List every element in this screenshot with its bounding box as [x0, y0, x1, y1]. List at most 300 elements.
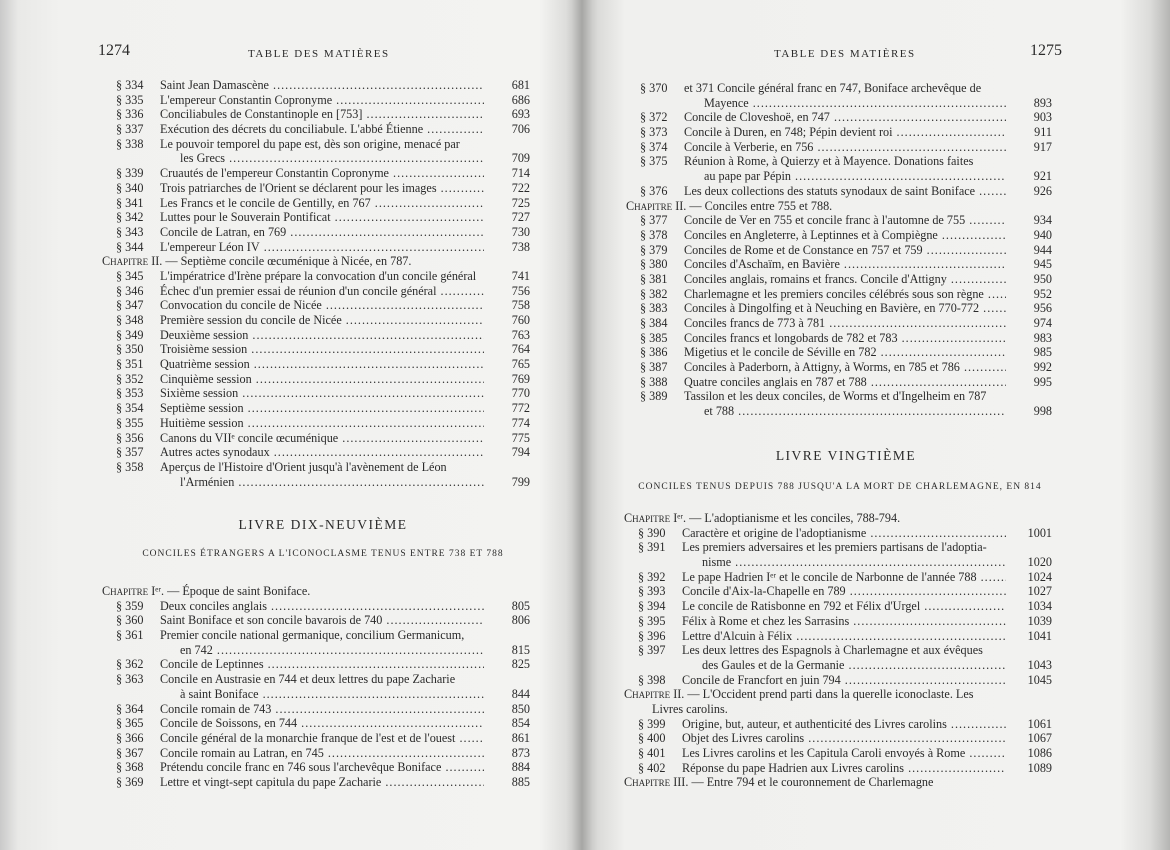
chapter-title: Chapitre II. — Conciles entre 755 et 788. — [626, 198, 833, 213]
section-number: § 378 — [640, 227, 668, 242]
section-number: § 358 — [116, 459, 144, 474]
entry-title: Concile de Leptinnes ..... — [160, 657, 484, 672]
entry-title: Conciles en Angleterre, à Leptinnes et à Compiègne ..... — [684, 228, 1006, 243]
entry-title: Saint Jean Damascène ..... — [160, 78, 484, 93]
toc-entry — [116, 672, 530, 687]
page-reference: 992 — [1033, 360, 1052, 375]
page-reference: 1001 — [1027, 525, 1052, 540]
chapter-title: Livres carolins. — [652, 701, 728, 716]
section-number: § 366 — [116, 730, 144, 745]
section-number: § 342 — [116, 210, 144, 225]
toc-entry — [116, 416, 530, 431]
section-number: § 351 — [116, 357, 144, 372]
entry-title: Conciles à Paderborn, à Attigny, à Worms, en 785 et 786 ..... — [684, 360, 1006, 375]
section-number: § 391 — [638, 540, 666, 555]
page-reference: 775 — [511, 430, 530, 445]
toc-entry — [116, 386, 530, 401]
entry-title: Les deux lettres des Espagnols à Charlemagne et aux évêques — [682, 643, 983, 658]
page-reference: 1020 — [1027, 555, 1052, 570]
section-number: § 390 — [638, 525, 666, 540]
entry-title: Saint Boniface et son concile bavarois de 740 ..... — [160, 613, 484, 628]
page-reference: 945 — [1033, 257, 1052, 272]
entry-title: Échec d'un premier essai de réunion d'un concile général ..... — [160, 284, 484, 299]
entry-title: Exécution des décrets du conciliabule. L'abbé Étienne ..... — [160, 122, 484, 137]
toc-entry — [640, 389, 1052, 404]
page-reference: 693 — [511, 107, 530, 122]
toc-entry — [640, 213, 1052, 228]
page-reference: 952 — [1033, 286, 1052, 301]
section-number: § 334 — [116, 78, 144, 92]
entry-title: Premier concile national germanique, concilium Germanicum, — [160, 628, 465, 643]
entry-title: Première session du concile de Nicée ..... — [160, 313, 484, 328]
toc-entry — [640, 272, 1052, 287]
entry-title: Conciles à Dingolfing et à Neuching en Bavière, en 770-772 ..... — [684, 301, 1006, 316]
toc-entry — [640, 404, 1052, 419]
section-number: § 349 — [116, 327, 144, 342]
entry-title: Canons du VIIᵉ concile œcuménique ..... — [160, 431, 484, 446]
entry-title: Le pouvoir temporel du pape est, dès son origine, menacé par — [160, 136, 460, 151]
toc-entry — [116, 775, 530, 790]
chapter-heading — [102, 254, 530, 269]
toc-entry — [116, 431, 530, 446]
entry-title: Conciles francs et longobards de 782 et 783 ..... — [684, 331, 1006, 346]
livre-subtitle: CONCILES ÉTRANGERS A L'ICONOCLASME TENUS ENTRE 738 ET 788 — [142, 549, 504, 559]
toc-entry — [638, 643, 1052, 658]
entry-title: au pape par Pépin ..... — [704, 169, 1006, 184]
toc-entry — [116, 357, 530, 372]
toc-entry — [116, 342, 530, 357]
page-reference: 998 — [1033, 404, 1052, 419]
toc-entry — [116, 181, 530, 196]
page-reference: 805 — [511, 598, 530, 613]
toc-entry — [640, 140, 1052, 155]
entry-title: et 788 ..... — [704, 404, 1006, 419]
toc-entry — [638, 731, 1052, 746]
livre-title: LIVRE VINGTIÈME — [775, 448, 917, 463]
entry-title: Luttes pour le Souverain Pontificat ..... — [160, 210, 484, 225]
chapter-title: Chapitre III. — Entre 794 et le couronnement de Charlemagne — [624, 775, 934, 790]
toc-entry — [638, 570, 1052, 585]
section-number: § 379 — [640, 242, 668, 257]
entry-title: Aperçus de l'Histoire d'Orient jusqu'à l'avènement de Léon — [160, 459, 447, 474]
section-number: § 383 — [640, 301, 668, 316]
toc-entry — [116, 643, 530, 658]
section-number: § 369 — [116, 774, 144, 789]
entry-title: Deuxième session ..... — [160, 328, 484, 343]
toc-entry — [638, 746, 1052, 761]
entry-title: Concile de Latran, en 769 ..... — [160, 225, 484, 240]
section-number: § 370 — [640, 81, 668, 95]
section-number: § 361 — [116, 628, 144, 643]
entry-title: l'Arménien ..... — [180, 475, 484, 490]
toc-entry — [638, 599, 1052, 614]
toc-list — [624, 511, 1052, 790]
entry-title: Réunion à Rome, à Quierzy et à Mayence. Donations faites — [684, 154, 974, 169]
entry-title: Mayence ..... — [704, 96, 1006, 111]
chapter-heading — [102, 584, 530, 599]
section-number: § 356 — [116, 430, 144, 445]
entry-title: Lettre d'Alcuin à Félix ..... — [682, 629, 1006, 644]
entry-title: Objet des Livres carolins ..... — [682, 731, 1006, 746]
section-number: § 365 — [116, 716, 144, 731]
toc-entry — [116, 78, 530, 93]
right-page — [582, 0, 1170, 850]
toc-entry — [640, 110, 1052, 125]
toc-entry — [116, 687, 530, 702]
toc-entry — [640, 257, 1052, 272]
toc-entry — [116, 599, 530, 614]
toc-entry — [116, 460, 530, 475]
section-number: § 357 — [116, 445, 144, 460]
entry-title: Huitième session ..... — [160, 416, 484, 431]
section-number: § 353 — [116, 386, 144, 401]
page-reference: 1086 — [1027, 746, 1052, 760]
toc-entry — [116, 746, 530, 761]
toc-entry — [116, 760, 530, 775]
entry-title: Conciles de Rome et de Constance en 757 et 759 ..... — [684, 243, 1006, 258]
toc-entry — [116, 225, 530, 240]
entry-title: Cruautés de l'empereur Constantin Copronyme ..... — [160, 166, 484, 181]
toc-entry — [640, 154, 1052, 169]
page-reference: 974 — [1033, 316, 1052, 330]
toc-entry — [116, 196, 530, 211]
section-number: § 402 — [638, 760, 666, 775]
section-number: § 352 — [116, 371, 144, 386]
page-reference: 844 — [511, 686, 530, 701]
entry-title: Trois patriarches de l'Orient se déclarent pour les images ..... — [160, 181, 484, 196]
page-reference: 1039 — [1027, 613, 1052, 628]
page-reference: 686 — [511, 92, 530, 107]
page-reference: 774 — [511, 415, 530, 430]
page-reference: 741 — [511, 268, 530, 283]
section-number: § 373 — [640, 125, 668, 140]
entry-title: Conciles anglais, romains et francs. Concile d'Attigny ..... — [684, 272, 1006, 287]
running-header: TABLE DES MATIÈRES — [774, 48, 916, 60]
toc-entry — [116, 731, 530, 746]
chapter-heading — [626, 198, 1052, 214]
page-reference: 1089 — [1027, 760, 1052, 775]
toc-entry — [116, 328, 530, 343]
toc-entry — [640, 301, 1052, 316]
section-number: § 367 — [116, 745, 144, 760]
section-number: § 354 — [116, 401, 144, 416]
section-number: § 386 — [640, 345, 668, 360]
entry-title: en 742 ..... — [180, 643, 484, 658]
entry-title: Conciles d'Aschaïm, en Bavière ..... — [684, 257, 1006, 272]
entry-title: nisme ..... — [702, 555, 1006, 570]
entry-title: L'impératrice d'Irène prépare la convocation d'un concile général — [160, 268, 477, 283]
page-reference: 1024 — [1027, 569, 1052, 584]
page-reference: 911 — [1034, 125, 1052, 140]
section-number: § 345 — [116, 268, 144, 283]
page-reference: 709 — [511, 151, 530, 166]
entry-title: Concile de Soissons, en 744 ..... — [160, 716, 484, 731]
toc-entry — [638, 526, 1052, 541]
chapter-title: Chapitre Iᵉʳ. — Époque de saint Boniface. — [102, 584, 311, 598]
page-reference: 769 — [511, 371, 530, 386]
page-number: 1275 — [1030, 42, 1062, 59]
section-number: § 340 — [116, 180, 144, 195]
section-number: § 387 — [640, 360, 668, 375]
toc-entry — [116, 475, 530, 490]
section-number: § 381 — [640, 271, 668, 286]
toc-list — [102, 584, 530, 790]
toc-list — [626, 81, 1052, 419]
page-reference: 921 — [1033, 169, 1052, 184]
page-reference: 1027 — [1027, 584, 1052, 599]
entry-title: Caractère et origine de l'adoptianisme ..... — [682, 526, 1006, 541]
section-number: § 362 — [116, 657, 144, 672]
page-reference: 806 — [511, 613, 530, 628]
toc-entry — [640, 360, 1052, 375]
page-reference: 1034 — [1027, 599, 1052, 614]
entry-title: Concile de Ver en 755 et concile franc à l'automne de 755 ..... — [684, 213, 1006, 228]
section-number: § 343 — [116, 224, 144, 239]
entry-title: Les Francs et le concile de Gentilly, en 767 ..... — [160, 196, 484, 211]
entry-title: Migetius et le concile de Séville en 782 ..... — [684, 345, 1006, 360]
section-number: § 377 — [640, 213, 668, 228]
toc-entry — [116, 151, 530, 166]
page-reference: 995 — [1033, 374, 1052, 389]
entry-title: Charlemagne et les premiers conciles célébrés sous son règne ..... — [684, 287, 1006, 302]
toc-entry — [640, 125, 1052, 140]
page-reference: 983 — [1033, 330, 1052, 345]
entry-title: Concile à Duren, en 748; Pépin devient roi ..... — [684, 125, 1006, 140]
entry-title: Félix à Rome et chez les Sarrasins ..... — [682, 614, 1006, 629]
toc-entry — [116, 702, 530, 717]
section-number: § 375 — [640, 154, 668, 169]
page-reference: 725 — [511, 195, 530, 210]
chapter-heading — [624, 687, 1052, 702]
toc-entry — [640, 345, 1052, 360]
entry-title: Concile de Cloveshoë, en 747 ..... — [684, 110, 1006, 125]
page-reference: 1045 — [1027, 672, 1052, 687]
section-number: § 389 — [640, 389, 668, 404]
page-reference: 794 — [511, 445, 530, 460]
entry-title: Lettre et vingt-sept capitula du pape Zacharie ..... — [160, 775, 484, 790]
left-page — [0, 0, 582, 850]
toc-entry — [116, 137, 530, 152]
section-number: § 395 — [638, 613, 666, 628]
page-reference: 944 — [1033, 242, 1052, 257]
entry-title: Autres actes synodaux ..... — [160, 445, 484, 460]
section-number: § 392 — [638, 569, 666, 584]
toc-entry — [116, 284, 530, 299]
section-number: § 339 — [116, 166, 144, 181]
page-reference: 756 — [511, 283, 530, 298]
page-reference: 850 — [511, 701, 530, 716]
page-reference: 926 — [1033, 183, 1052, 198]
entry-title: Concile à Verberie, en 756 ..... — [684, 140, 1006, 155]
section-number: § 399 — [638, 716, 666, 731]
entry-title: L'empereur Léon IV ..... — [160, 240, 484, 255]
entry-title: à saint Boniface ..... — [180, 687, 484, 702]
entry-title: Les Livres carolins et les Capitula Caroli envoyés à Rome ..... — [682, 746, 1006, 761]
toc-list — [102, 78, 530, 489]
chapter-heading — [624, 511, 1052, 526]
toc-entry — [116, 613, 530, 628]
toc-entry — [640, 375, 1052, 390]
toc-entry — [640, 316, 1052, 331]
section-number: § 337 — [116, 122, 144, 137]
page-reference: 861 — [511, 730, 530, 745]
page-number: 1274 — [98, 42, 130, 59]
toc-entry — [640, 228, 1052, 243]
toc-entry — [116, 313, 530, 328]
section-number: § 335 — [116, 92, 144, 107]
section-number: § 394 — [638, 599, 666, 614]
section-number: § 384 — [640, 316, 668, 330]
entry-title: L'empereur Constantin Copronyme ..... — [160, 93, 484, 108]
entry-title: Le concile de Ratisbonne en 792 et Félix d'Urgel ..... — [682, 599, 1006, 614]
page-reference: 903 — [1033, 110, 1052, 125]
toc-entry — [116, 298, 530, 313]
entry-title: les Grecs ..... — [180, 151, 484, 166]
section-number: § 388 — [640, 374, 668, 389]
toc-entry — [640, 96, 1052, 111]
toc-entry — [116, 372, 530, 387]
section-number: § 368 — [116, 760, 144, 775]
page-reference: 815 — [511, 642, 530, 657]
toc-entry — [638, 584, 1052, 599]
toc-entry — [640, 243, 1052, 258]
toc-entry — [638, 717, 1052, 732]
entry-title: Les premiers adversaires et les premiers partisans de l'adoptia- — [682, 540, 987, 555]
entry-title: Quatre conciles anglais en 787 et 788 ..... — [684, 375, 1006, 390]
entry-title: Deux conciles anglais ..... — [160, 599, 484, 614]
entry-title: Conciliabules de Constantinople en [753] ..... — [160, 107, 484, 122]
toc-entry — [116, 122, 530, 137]
section-number: § 355 — [116, 415, 144, 430]
entry-title: Troisième session ..... — [160, 342, 484, 357]
livre-subtitle: CONCILES TENUS DEPUIS 788 JUSQU'A LA MORT DE CHARLEMAGNE, EN 814 — [638, 482, 1042, 492]
livre-title: LIVRE DIX-NEUVIÈME — [238, 517, 408, 532]
toc-entry — [638, 658, 1052, 673]
page-reference: 893 — [1033, 95, 1052, 110]
toc-entry — [116, 269, 530, 284]
section-number: § 401 — [638, 746, 666, 760]
toc-entry — [638, 540, 1052, 555]
section-number: § 359 — [116, 598, 144, 613]
section-number: § 372 — [640, 110, 668, 125]
section-number: § 347 — [116, 298, 144, 313]
page-reference: 730 — [511, 224, 530, 239]
entry-title: Concile en Austrasie en 744 et deux lettres du pape Zacharie — [160, 672, 456, 687]
section-number: § 341 — [116, 195, 144, 210]
toc-entry — [116, 210, 530, 225]
toc-entry — [638, 555, 1052, 570]
toc-entry — [638, 673, 1052, 688]
page-reference: 1043 — [1027, 657, 1052, 672]
entry-title: Concile romain de 743 ..... — [160, 702, 484, 717]
entry-title: Concile général de la monarchie franque de l'est et de l'ouest ..... — [160, 731, 484, 746]
chapter-heading — [638, 702, 1052, 717]
toc-entry — [116, 401, 530, 416]
page-reference: 1061 — [1027, 716, 1052, 731]
section-number: § 385 — [640, 330, 668, 345]
page-reference: 825 — [511, 657, 530, 672]
section-number: § 393 — [638, 584, 666, 599]
page-reference: 770 — [511, 386, 530, 401]
entry-title: Concile romain au Latran, en 745 ..... — [160, 746, 484, 761]
entry-title: Septième session ..... — [160, 401, 484, 416]
section-number: § 376 — [640, 183, 668, 198]
page-reference: 1041 — [1027, 628, 1052, 643]
page-reference: 985 — [1033, 345, 1052, 360]
toc-entry — [638, 761, 1052, 776]
entry-title: Réponse du pape Hadrien aux Livres carolins ..... — [682, 761, 1006, 776]
toc-entry — [640, 331, 1052, 346]
chapter-title: Chapitre Iᵉʳ. — L'adoptianisme et les conciles, 788-794. — [624, 511, 901, 525]
toc-entry — [638, 614, 1052, 629]
section-number: § 346 — [116, 283, 144, 298]
section-number: § 396 — [638, 628, 666, 643]
toc-entry — [640, 81, 1052, 96]
page-reference: 738 — [511, 239, 530, 254]
section-number: § 363 — [116, 672, 144, 687]
toc-entry — [116, 445, 530, 460]
chapter-title: Chapitre II. — Septième concile œcuménique à Nicée, en 787. — [102, 254, 412, 269]
section-number: § 360 — [116, 613, 144, 628]
page-reference: 714 — [511, 166, 530, 181]
section-number: § 400 — [638, 731, 666, 746]
entry-title: des Gaules et de la Germanie ..... — [702, 658, 1006, 673]
toc-entry — [116, 93, 530, 108]
page-reference: 884 — [511, 760, 530, 775]
section-number: § 397 — [638, 643, 666, 658]
page-reference: 934 — [1033, 213, 1052, 228]
running-header: TABLE DES MATIÈRES — [248, 48, 390, 60]
entry-title: et 371 Concile général franc en 747, Boniface archevêque de — [684, 81, 982, 95]
toc-entry — [640, 287, 1052, 302]
page-reference: 681 — [511, 78, 530, 92]
entry-title: Sixième session ..... — [160, 386, 484, 401]
entry-title: Concile d'Aix-la-Chapelle en 789 ..... — [682, 584, 1006, 599]
page-reference: 763 — [511, 327, 530, 342]
section-number: § 364 — [116, 701, 144, 716]
toc-entry — [640, 184, 1052, 199]
page-reference: 950 — [1033, 271, 1052, 286]
toc-entry — [638, 629, 1052, 644]
section-number: § 336 — [116, 107, 144, 122]
page-reference: 772 — [511, 401, 530, 416]
page-reference: 727 — [511, 210, 530, 225]
chapter-heading — [624, 775, 1052, 790]
section-number: § 398 — [638, 672, 666, 687]
toc-entry — [116, 628, 530, 643]
entry-title: Conciles francs de 773 à 781 ..... — [684, 316, 1006, 331]
page-reference: 765 — [511, 357, 530, 372]
entry-title: Concile de Francfort en juin 794 ..... — [682, 673, 1006, 688]
toc-entry — [116, 657, 530, 672]
page-reference: 764 — [511, 342, 530, 357]
page-reference: 917 — [1033, 139, 1052, 154]
entry-title: Les deux collections des statuts synodaux de saint Boniface ..... — [684, 184, 1006, 199]
page-reference: 873 — [511, 745, 530, 760]
section-number: § 374 — [640, 139, 668, 154]
page-reference: 722 — [511, 180, 530, 195]
entry-title: Prétendu concile franc en 746 sous l'archevêque Boniface ..... — [160, 760, 484, 775]
toc-entry — [116, 240, 530, 255]
page-reference: 758 — [511, 298, 530, 313]
page-reference: 799 — [511, 474, 530, 489]
page-reference: 760 — [511, 313, 530, 327]
section-number: § 338 — [116, 136, 144, 151]
page-reference: 956 — [1033, 301, 1052, 316]
toc-entry — [116, 716, 530, 731]
section-number: § 382 — [640, 286, 668, 301]
entry-title: Le pape Hadrien Iᵉʳ et le concile de Narbonne de l'année 788 ..... — [682, 570, 1006, 585]
